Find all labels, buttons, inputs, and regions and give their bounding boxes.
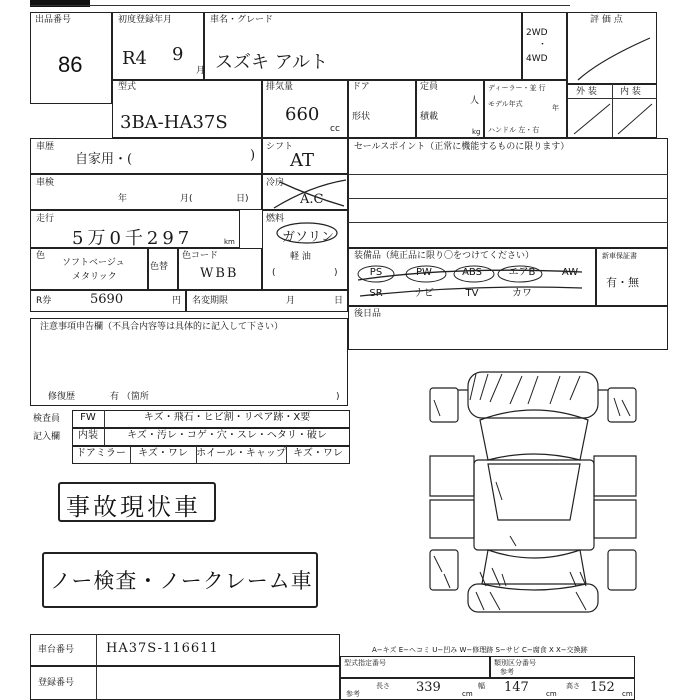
history-value: 自家用・( xyxy=(75,152,133,167)
recycle-unit: 円 xyxy=(172,296,182,306)
model-year-label: モデル年式 xyxy=(488,100,523,108)
interior-label: 内 装 xyxy=(620,87,641,97)
load-label: 積載 xyxy=(420,112,439,122)
history-row xyxy=(30,138,262,174)
inspector-int-label: 内装 xyxy=(78,430,98,441)
first-reg-month: 9 xyxy=(172,44,184,65)
damage-legend: A−キズ E−ヘコミ U−凹み W−修理跡 S−サビ C−腐食 X X−交換跡 xyxy=(372,646,588,654)
car-diagram xyxy=(410,360,650,620)
capacity-unit: 人 xyxy=(470,96,480,106)
fuel-circle xyxy=(276,222,342,246)
ext-int-cross xyxy=(570,100,655,136)
mileage-label: 走行 xyxy=(36,214,55,224)
notes-label: 注意事項申告欄（不具合内容等は具体的に記入して下さい） xyxy=(40,322,284,332)
ac-value: A.C xyxy=(300,192,324,207)
inspector-int-items: キズ・汚レ・コゲ・穴・スレ・ヘタリ・破レ xyxy=(127,430,327,441)
model-year-unit: 年 xyxy=(552,104,559,112)
width-value: 147 xyxy=(504,680,529,695)
equip-pw: PW xyxy=(416,267,432,278)
car-name: スズキ アルト xyxy=(215,52,329,73)
equip-airbag: エアB xyxy=(508,267,536,278)
ac-strike xyxy=(270,176,350,210)
inspector-fw-label: FW xyxy=(80,412,96,423)
repair-value: 有 （箇所 xyxy=(110,392,149,402)
exterior-label: 外 装 xyxy=(576,87,597,97)
history-label: 車歴 xyxy=(36,142,55,152)
drive-2wd: 2WD xyxy=(526,28,548,38)
fuel-paren-open: ( xyxy=(272,268,276,278)
equip-ps: PS xyxy=(369,267,383,278)
repair-close: ) xyxy=(336,392,340,402)
type-class-label: 類別区分番号 xyxy=(494,659,536,667)
shift-value: AT xyxy=(290,150,315,171)
history-close: ) xyxy=(250,148,256,163)
car-name-label: 車名・グレード xyxy=(210,15,274,25)
width-label: 幅 xyxy=(478,682,485,690)
lot-label: 出品番号 xyxy=(35,15,72,25)
height-value: 152 xyxy=(590,680,615,695)
inspector-label-2: 記入欄 xyxy=(33,432,61,442)
handle-label: ハンドル 左・右 xyxy=(488,126,540,134)
equip-sr: SR xyxy=(369,288,383,299)
deadline-day: 日 xyxy=(334,296,344,306)
inspect-day: 日) xyxy=(236,194,249,204)
type-class-ref: 参考 xyxy=(500,668,514,676)
length-value: 339 xyxy=(416,680,441,695)
fuel-paren-close: ) xyxy=(334,268,338,278)
repair-label: 修復歴 xyxy=(48,392,76,402)
equip-abs: ABS xyxy=(462,267,482,278)
shift-label: シフト xyxy=(266,142,294,152)
eval-cross-line xyxy=(570,30,655,85)
color-code-value: WBB xyxy=(200,266,239,281)
new-car-value: 有・無 xyxy=(606,276,639,289)
inspect-year: 年 xyxy=(118,194,128,204)
inspector-wheel-label: ホイール・キャップ xyxy=(196,448,286,459)
mileage-value: 5万0千297 xyxy=(72,228,194,249)
fuel-alt: 軽 油 xyxy=(290,252,311,262)
recycle-value: 5690 xyxy=(90,292,124,307)
model-value: 3BA-HA37S xyxy=(120,112,228,133)
after-box xyxy=(348,306,668,350)
ac-label: 冷房 xyxy=(266,178,285,188)
color-label: 色 xyxy=(36,251,46,261)
chassis-value: HA37S-116611 xyxy=(106,641,219,656)
color-change-label: 色替 xyxy=(150,262,169,272)
equip-kawa: カワ xyxy=(512,288,532,299)
equip-tv: TV xyxy=(465,288,479,299)
inspector-fw-items: キズ・飛石・ヒビ割・リペア跡・X要 xyxy=(143,412,311,423)
inspect-row xyxy=(30,174,262,210)
height-unit: cm xyxy=(622,690,633,698)
mileage-unit: km xyxy=(224,238,235,246)
sales-box xyxy=(348,138,668,248)
color-value-1: ソフトベージュ xyxy=(62,258,125,268)
first-reg-year: R4 xyxy=(122,48,148,69)
height-label: 高さ xyxy=(566,682,580,690)
cc-value: 660 xyxy=(285,104,320,125)
equip-aw: AW xyxy=(561,267,579,278)
dims-ref: 参考 xyxy=(346,690,360,698)
cc-label: 排気量 xyxy=(266,82,294,92)
color-row xyxy=(30,248,148,290)
accident-stamp-text: 事故現状車 xyxy=(66,493,201,521)
reg-label: 登録番号 xyxy=(38,678,75,688)
length-unit: cm xyxy=(462,690,473,698)
sales-label: セールスポイント（正常に機能するものに限ります） xyxy=(354,142,570,152)
color-code-label: 色コード xyxy=(182,251,219,261)
reg-box xyxy=(30,666,340,700)
deadline-month: 月 xyxy=(286,296,296,306)
drive-dot: ・ xyxy=(538,40,548,50)
color-value-2: メタリック xyxy=(72,272,117,282)
load-unit: kg xyxy=(472,128,481,136)
new-car-label: 新車保証書 xyxy=(602,252,637,260)
inspect-label: 車検 xyxy=(36,178,55,188)
fuel-value: ガソリン xyxy=(282,230,335,245)
length-label: 長さ xyxy=(376,682,390,690)
equipment-label: 装備品（純正品に限り〇をつけてください） xyxy=(354,251,535,261)
equip-navi: ナビ xyxy=(414,288,434,299)
capacity-label: 定員 xyxy=(420,82,439,92)
eval-label: 評 価 点 xyxy=(590,15,623,25)
inspector-wheel-items: キズ・ワレ xyxy=(293,448,343,459)
dealer-label: ディーラー・並 行 xyxy=(488,84,546,92)
inspector-mirror-label: ドアミラー xyxy=(76,448,126,459)
model-label: 型式 xyxy=(118,82,137,92)
type-cert-label: 型式指定番号 xyxy=(344,659,386,667)
no-claim-stamp-text: ノー検査・ノークレーム車 xyxy=(50,569,313,593)
shape-label: 形状 xyxy=(352,112,371,122)
inspector-label-1: 検査員 xyxy=(33,414,61,424)
inspector-mirror-items: キズ・ワレ xyxy=(138,448,188,459)
first-reg-month-suffix: 月 xyxy=(196,66,206,76)
chassis-label: 車台番号 xyxy=(38,645,75,655)
cc-unit: cc xyxy=(330,124,340,134)
deadline-label: 名変期限 xyxy=(192,296,229,306)
equipment-strikes xyxy=(352,262,592,306)
drive-4wd: 4WD xyxy=(526,54,548,64)
fuel-label: 燃料 xyxy=(266,214,285,224)
lot-number: 86 xyxy=(58,52,83,77)
inspect-month: 月( xyxy=(180,194,193,204)
recycle-label: R券 xyxy=(36,296,52,306)
first-reg-label: 初度登録年月 xyxy=(118,15,173,25)
door-label: ドア xyxy=(352,82,370,92)
width-unit: cm xyxy=(546,690,557,698)
after-label: 後日品 xyxy=(354,309,382,319)
